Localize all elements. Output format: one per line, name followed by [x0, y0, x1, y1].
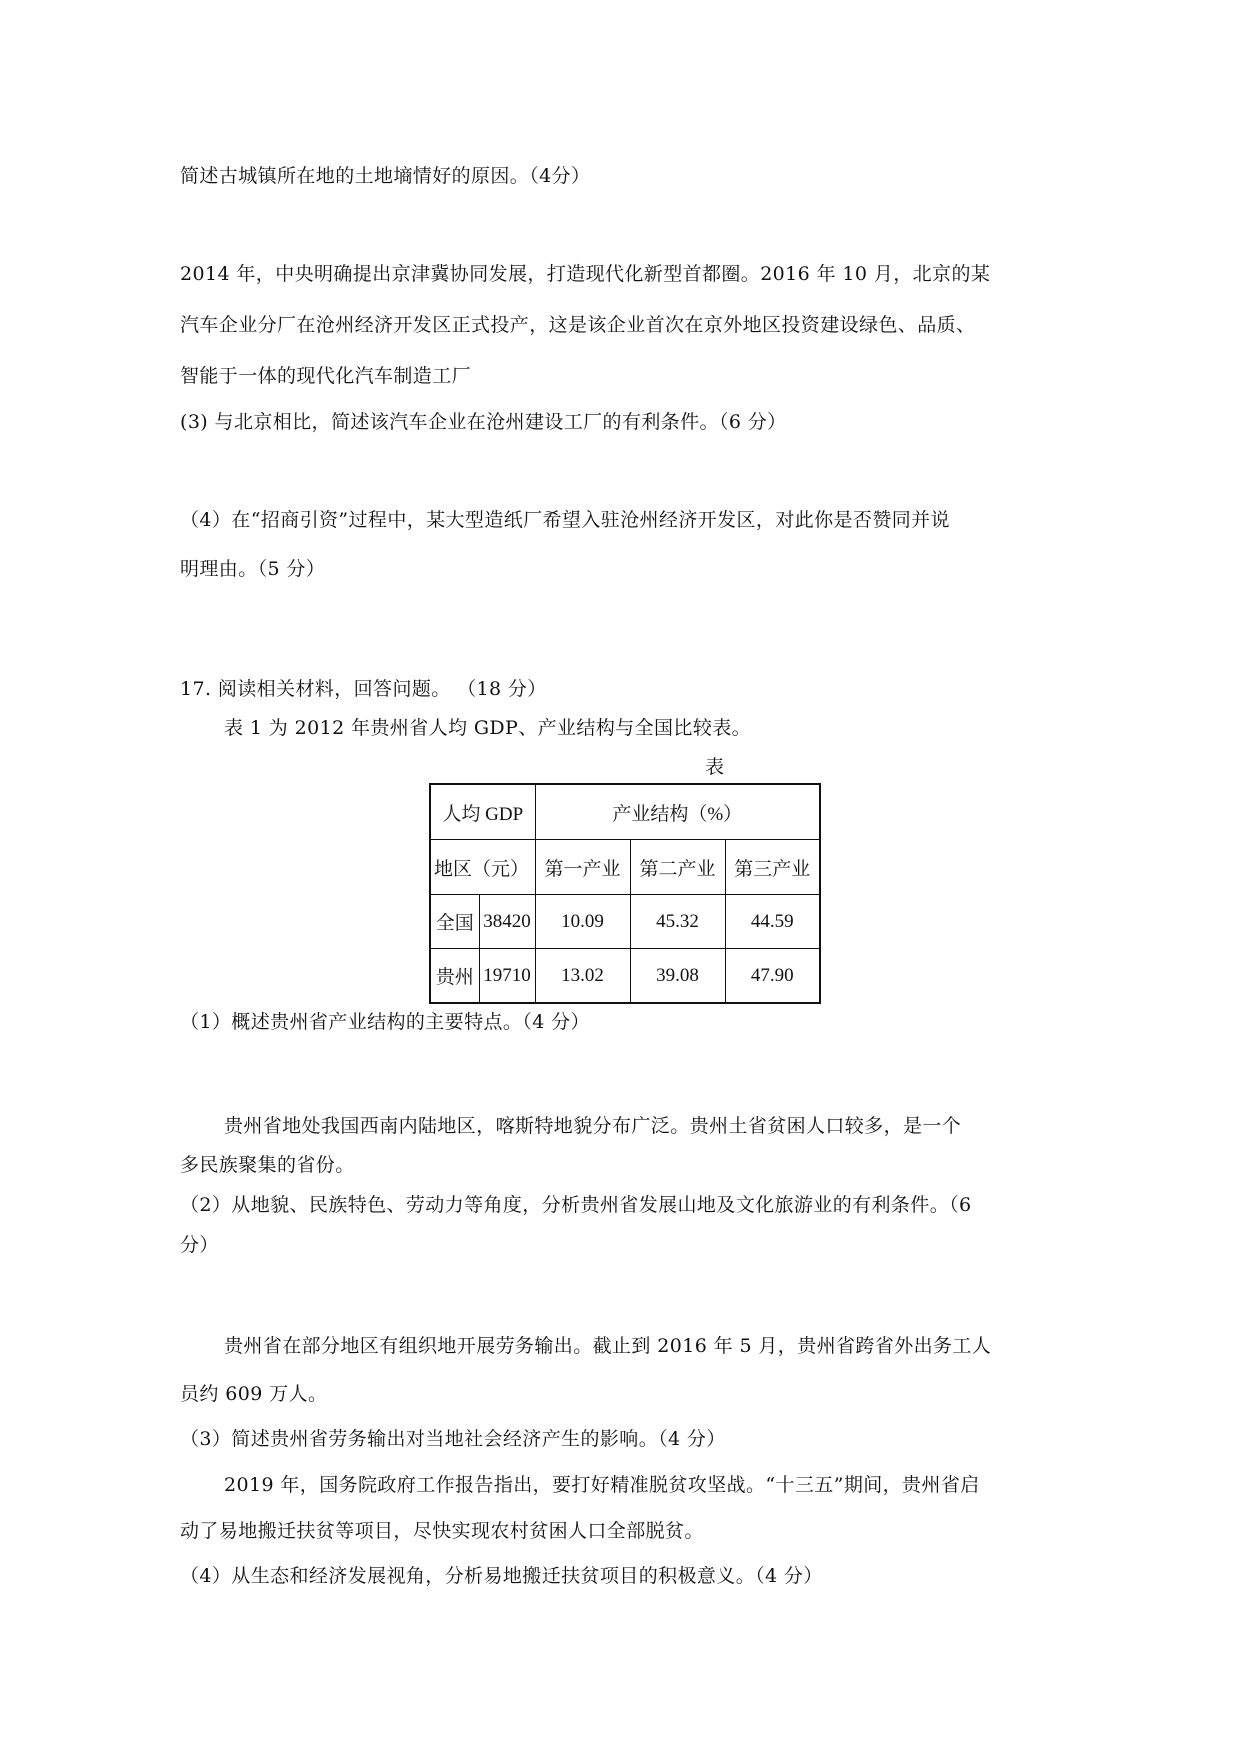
- header-primary-cell: 第一产业: [535, 840, 630, 895]
- text-line-4: 智能于一体的现代化汽车制造工厂: [180, 365, 472, 387]
- tertiary-cell: 47.90: [725, 949, 820, 1004]
- secondary-cell: 45.32: [630, 895, 725, 949]
- table-row: [430, 949, 820, 1004]
- text-line-17: 员约 609 万人。: [180, 1383, 328, 1405]
- region-cell: 全国: [430, 895, 479, 949]
- question-17-1: （1）概述贵州省产业结构的主要特点。（4 分）: [180, 1011, 590, 1033]
- question-3: (3) 与北京相比，简述该汽车企业在沧州建设工厂的有利条件。（6 分）: [180, 411, 787, 433]
- text-line-16: 贵州省在部分地区有组织地开展劳务输出。截止到 2016 年 5 月，贵州省跨省外出务工人: [224, 1335, 992, 1357]
- header-region-cell: 地区（元）: [430, 840, 535, 895]
- question-17-heading: 17. 阅读相关材料，回答问题。 （18 分）: [180, 678, 547, 700]
- table-row: [430, 895, 820, 949]
- text-line-7: 明理由。（5 分）: [180, 558, 326, 580]
- tertiary-cell: 44.59: [725, 895, 820, 949]
- table-subheader-row: [430, 840, 820, 895]
- text-line-3: 汽车企业分厂在沧州经济开发区正式投产，这是该企业首次在京外地区投资建设绿色、品质、: [180, 314, 976, 336]
- text-line-2: 2014 年，中央明确提出京津冀协同发展，打造现代化新型首都圈。2016 年 10 月，北京的某: [180, 263, 991, 285]
- text-line-20: 动了易地搬迁扶贫等项目，尽快实现农村贫困人口全部脱贫。: [180, 1520, 704, 1542]
- table-intro: 表 1 为 2012 年贵州省人均 GDP、产业结构与全国比较表。: [224, 717, 752, 739]
- text-line-13: 多民族聚集的省份。: [180, 1154, 355, 1176]
- table-header-row: [430, 784, 820, 840]
- text-line-12: 贵州省地处我国西南内陆地区，喀斯特地貌分布广泛。贵州土省贫困人口较多，是一个: [224, 1115, 962, 1137]
- question-17-2: （2）从地貌、民族特色、劳动力等角度，分析贵州省发展山地及文化旅游业的有利条件。（6: [180, 1194, 972, 1216]
- text-line-15: 分）: [180, 1234, 219, 1256]
- header-tertiary-cell: 第三产业: [725, 840, 820, 895]
- secondary-cell: 39.08: [630, 949, 725, 1004]
- header-structure-cell: 产业结构（%）: [535, 784, 820, 840]
- header-secondary-cell: 第二产业: [630, 840, 725, 895]
- primary-cell: 13.02: [535, 949, 630, 1004]
- header-gdp-cell: 人均 GDP: [430, 784, 535, 840]
- question-17-3: （3）简述贵州省劳务输出对当地社会经济产生的影响。（4 分）: [180, 1428, 726, 1450]
- primary-cell: 10.09: [535, 895, 630, 949]
- text-line-1: 简述古城镇所在地的土地墒情好的原因。（4分）: [180, 165, 591, 187]
- question-17-4: （4）从生态和经济发展视角，分析易地搬迁扶贫项目的积极意义。（4 分）: [180, 1565, 823, 1587]
- gdp-structure-table-wrap: [429, 783, 819, 1001]
- text-line-19: 2019 年，国务院政府工作报告指出，要打好精准脱贫攻坚战。“十三五”期间，贵州省启: [224, 1474, 980, 1496]
- gdp-cell: 38420: [479, 895, 535, 949]
- table-caption: 表: [705, 756, 725, 778]
- question-4: （4）在“招商引资”过程中，某大型造纸厂希望入驻沧州经济开发区，对此你是否赞同并说: [180, 509, 950, 531]
- gdp-structure-table: [429, 783, 821, 1004]
- gdp-cell: 19710: [479, 949, 535, 1004]
- region-cell: 贵州: [430, 949, 479, 1004]
